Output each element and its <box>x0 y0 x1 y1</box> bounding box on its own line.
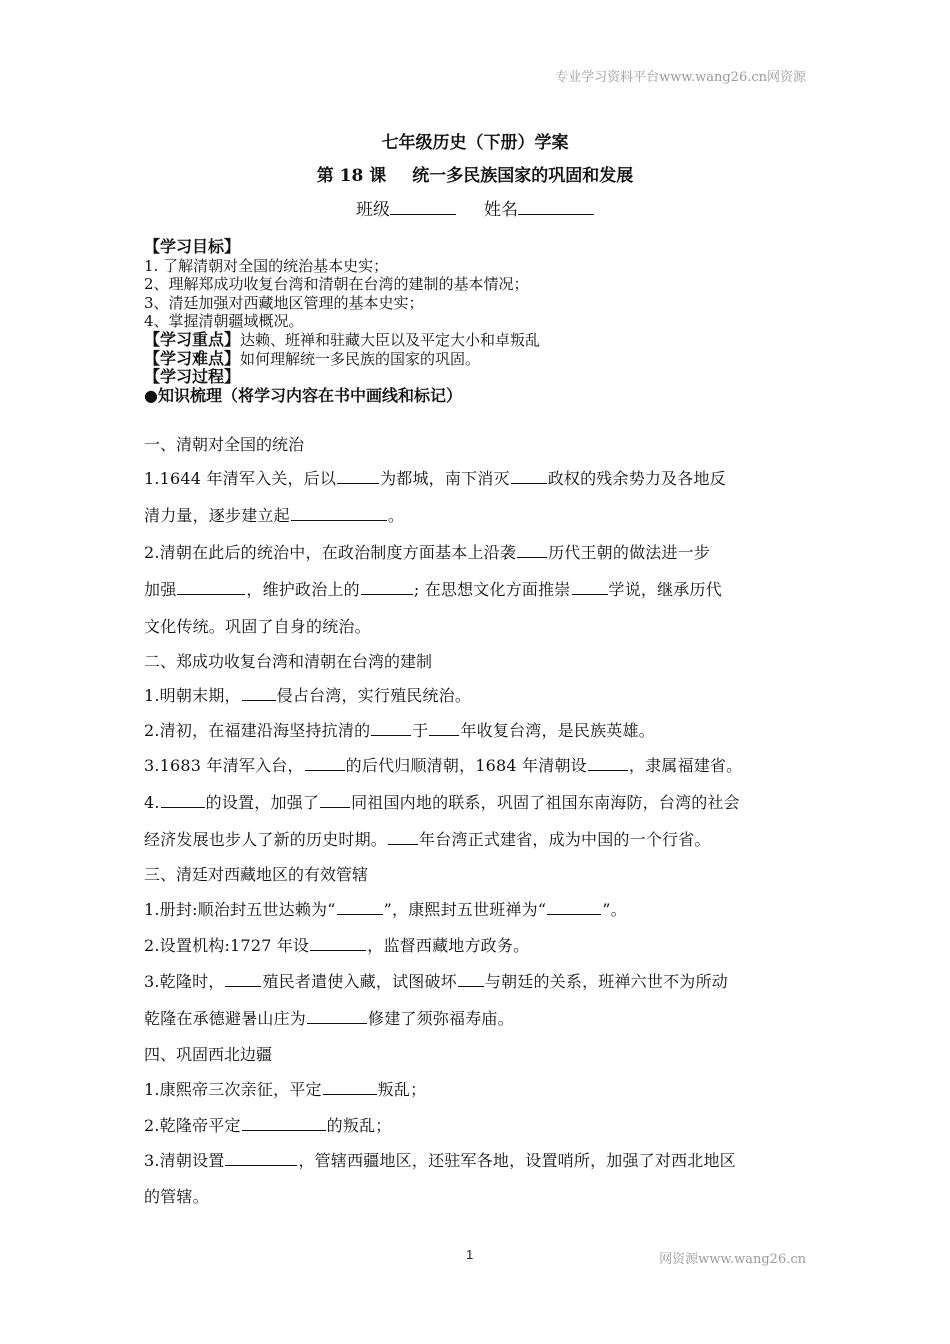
answer-blank[interactable] <box>337 469 379 484</box>
fill-line: 1.康熙帝三次亲征，平定 叛乱； <box>144 1080 427 1099</box>
answer-blank[interactable] <box>323 1080 377 1095</box>
fill-line: 3.1683 年清军入台， 的后代归顺清朝，1684 年清朝设 ，隶属福建省。 <box>144 756 743 775</box>
process-heading: 【学习过程】 <box>144 367 241 387</box>
document-title: 七年级历史（下册）学案 <box>381 133 569 153</box>
answer-blank[interactable] <box>572 580 608 595</box>
objectives-block <box>144 238 814 405</box>
key-points-label: 【学习重点】 <box>144 329 241 349</box>
answer-blank[interactable] <box>225 1151 297 1166</box>
fill-line: 1.明朝末期， 侵占台湾，实行殖民统治。 <box>144 686 472 705</box>
lesson-title <box>0 161 950 186</box>
answer-blank[interactable] <box>177 580 245 595</box>
answer-blank[interactable] <box>242 1116 326 1131</box>
lesson-topic: 统一多民族国家的巩固和发展 <box>412 166 634 186</box>
answer-blank[interactable] <box>517 543 547 558</box>
difficulties <box>144 350 814 369</box>
objective-item: 4、掌握清朝疆域概况。 <box>144 312 304 331</box>
answer-blank[interactable] <box>161 793 205 808</box>
fill-line: 2.设置机构:1727 年设 ，监督西藏地方政务。 <box>144 936 530 955</box>
answer-blank[interactable] <box>320 793 350 808</box>
section-heading-4: 四、巩固西北边疆 <box>144 1045 273 1064</box>
answer-blank[interactable] <box>371 721 411 736</box>
page-number: 1 <box>466 1247 474 1262</box>
answer-blank[interactable] <box>588 756 628 771</box>
answer-blank[interactable] <box>310 936 366 951</box>
fill-line: 清力量，逐步建立起 。 <box>144 506 405 525</box>
class-blank[interactable] <box>390 199 456 215</box>
class-label: 班级 <box>356 200 390 220</box>
answer-blank[interactable] <box>337 900 383 915</box>
fill-line: 的管辖。 <box>144 1187 209 1206</box>
fill-line: 文化传统。巩固了自身的统治。 <box>144 617 371 636</box>
section-heading-1: 一、清朝对全国的统治 <box>144 435 305 454</box>
difficulties-label: 【学习难点】 <box>144 348 241 368</box>
section-heading-3: 三、清廷对西藏地区的有效管辖 <box>144 865 369 884</box>
key-points-text: 达赖、班禅和驻藏大臣以及平定大小和卓叛乱 <box>240 330 541 349</box>
answer-blank[interactable] <box>307 1009 367 1024</box>
fill-line: 2.乾隆帝平定 的叛乱； <box>144 1116 392 1135</box>
fill-line: 1.册封:顺治封五世达赖为“ ”，康熙封五世班禅为“ ”。 <box>144 900 627 919</box>
answer-blank[interactable] <box>458 972 484 987</box>
answer-blank[interactable] <box>242 686 276 701</box>
fill-line: 乾隆在承德避暑山庄为 修建了须弥福寿庙。 <box>144 1009 514 1028</box>
answer-blank[interactable] <box>361 580 413 595</box>
footer-watermark: 网资源www.wang26.cn <box>659 1252 806 1267</box>
fill-line: 2.清朝在此后的统治中，在政治制度方面基本上沿袭 历代王朝的做法进一步 <box>144 543 711 562</box>
fill-line: 加强 ，维护政治上的 ; 在思想文化方面推崇 学说，继承历代 <box>144 580 722 599</box>
fill-line: 4. 的设置，加强了 同祖国内地的联系，巩固了祖国东南海防，台湾的社会 <box>144 793 740 812</box>
objective-item: 2、理解郑成功收复台湾和清朝在台湾的建制的基本情况； <box>144 275 529 294</box>
answer-blank[interactable] <box>291 506 387 521</box>
objective-item: 1. 了解清朝对全国的统治基本史实； <box>144 256 389 275</box>
lesson-number: 第 18 课 <box>316 166 387 186</box>
knowledge-heading: ●知识梳理（将学习内容在书中画线和标记） <box>144 385 462 405</box>
answer-blank[interactable] <box>547 900 601 915</box>
answer-blank[interactable] <box>511 469 547 484</box>
answer-blank[interactable] <box>388 830 418 845</box>
class-name-line <box>0 195 950 220</box>
fill-line: 3.乾隆时， 殖民者遣使入藏，试图破坏 与朝廷的关系，班禅六世不为所动 <box>144 972 728 991</box>
fill-line: 2.清初，在福建沿海坚持抗清的 于 年收复台湾，是民族英雄。 <box>144 721 655 740</box>
header-watermark: 专业学习资料平台www.wang26.cn网资源 <box>555 70 806 85</box>
key-points <box>144 331 814 350</box>
name-label: 姓名 <box>484 200 518 220</box>
answer-blank[interactable] <box>305 756 345 771</box>
fill-line: 经济发展也步人了新的历史时期。 年台湾正式建省，成为中国的一个行省。 <box>144 830 711 849</box>
name-blank[interactable] <box>518 199 594 215</box>
difficulties-text: 如何理解统一多民族的国家的巩固。 <box>240 349 481 368</box>
objective-item: 3、清廷加强对西藏地区管理的基本史实； <box>144 293 424 312</box>
section-heading-2: 二、郑成功收复台湾和清朝在台湾的建制 <box>144 652 433 671</box>
objectives-heading: 【学习目标】 <box>144 237 241 256</box>
answer-blank[interactable] <box>225 972 261 987</box>
fill-line: 3.清朝设置 ，管辖西疆地区，还驻军各地，设置哨所，加强了对西北地区 <box>144 1151 736 1170</box>
fill-line: 1.1644 年清军入关，后以 为都城，南下消灭 政权的残余势力及各地反 <box>144 469 726 488</box>
answer-blank[interactable] <box>429 721 459 736</box>
